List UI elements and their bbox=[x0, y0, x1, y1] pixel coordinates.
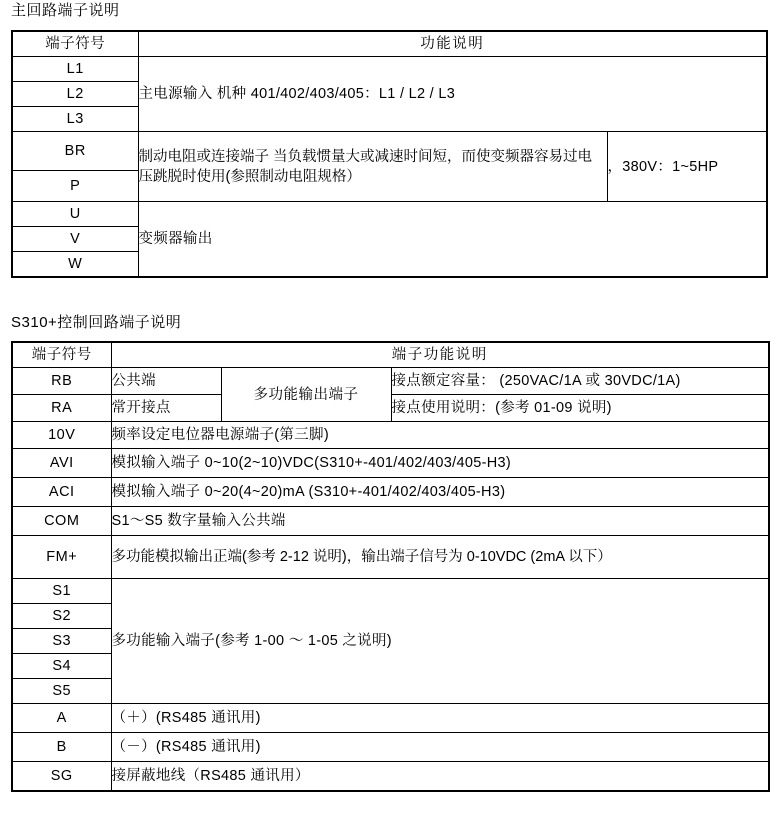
table-row bbox=[12, 733, 769, 762]
main-circuit-terminal-table bbox=[11, 30, 768, 278]
terminal-symbol-l3: L3 bbox=[12, 107, 138, 132]
table-row bbox=[12, 579, 769, 604]
terminal-symbol-10v: 10V bbox=[12, 422, 111, 449]
terminal-symbol-com: COM bbox=[12, 507, 111, 536]
table-row bbox=[12, 57, 767, 82]
terminal-symbol-a: A bbox=[12, 704, 111, 733]
terminal-symbol-b: B bbox=[12, 733, 111, 762]
terminal-symbol-avi: AVI bbox=[12, 449, 111, 478]
column-header-symbol: 端子符号 bbox=[12, 342, 111, 368]
terminal-symbol-sg: SG bbox=[12, 762, 111, 792]
table-row bbox=[12, 536, 769, 579]
terminal-desc-avi: 模拟输入端子 0~10(2~10)VDC(S310+-401/402/403/405-H3) bbox=[111, 449, 769, 478]
table-row bbox=[12, 395, 769, 422]
terminal-symbol-ra: RA bbox=[12, 395, 111, 422]
terminal-desc-sg: 接屏蔽地线（RS485 通讯用） bbox=[111, 762, 769, 792]
terminal-desc-fm-plus: 多功能模拟输出正端(参考 2-12 说明)，输出端子信号为 0-10VDC (2mA 以下） bbox=[111, 536, 769, 579]
control-circuit-terminal-table bbox=[11, 341, 770, 792]
terminal-desc-power-input: 主电源输入 机种 401/402/403/405：L1 / L2 / L3 bbox=[138, 57, 767, 132]
terminal-desc-com: S1～S5 数字量输入公共端 bbox=[111, 507, 769, 536]
terminal-desc-a: （＋）(RS485 通讯用) bbox=[111, 704, 769, 733]
table-row bbox=[12, 342, 769, 368]
table-row bbox=[12, 478, 769, 507]
column-header-function: 端子功能说明 bbox=[111, 342, 769, 368]
table-row bbox=[12, 422, 769, 449]
terminal-desc-aci: 模拟输入端子 0~20(4~20)mA (S310+-401/402/403/405-H3) bbox=[111, 478, 769, 507]
terminal-symbol-s1: S1 bbox=[12, 579, 111, 604]
column-header-symbol: 端子符号 bbox=[12, 31, 138, 57]
table-row bbox=[12, 449, 769, 478]
terminal-symbol-s2: S2 bbox=[12, 604, 111, 629]
terminal-desc-ra-no-contact: 常开接点 bbox=[111, 395, 221, 422]
terminal-symbol-s3: S3 bbox=[12, 629, 111, 654]
terminal-desc-multifunction-input: 多功能输入端子(参考 1-00 ～ 1-05 之说明) bbox=[111, 579, 769, 704]
terminal-desc-10v: 频率设定电位器电源端子(第三脚) bbox=[111, 422, 769, 449]
terminal-desc-contact-rating: 接点额定容量： (250VAC/1A 或 30VDC/1A) bbox=[391, 368, 769, 395]
terminal-symbol-br: BR bbox=[12, 132, 138, 171]
terminal-symbol-s4: S4 bbox=[12, 654, 111, 679]
terminal-symbol-w: W bbox=[12, 252, 138, 278]
terminal-symbol-fm-plus: FM+ bbox=[12, 536, 111, 579]
terminal-desc-inverter-output: 变频器输出 bbox=[138, 202, 767, 278]
terminal-desc-contact-usage: 接点使用说明：(参考 01-09 说明) bbox=[391, 395, 769, 422]
terminal-desc-brake-resistor: 制动电阻或连接端子 当负载惯量大或减速时间短，而使变频器容易过电压跳脱时使用(参照制动电阻规格） bbox=[138, 132, 607, 202]
main-circuit-section-title: 主回路端子说明 bbox=[11, 2, 120, 19]
table-row bbox=[12, 704, 769, 733]
column-header-function: 功能说明 bbox=[138, 31, 767, 57]
terminal-desc-b: （－）(RS485 通讯用) bbox=[111, 733, 769, 762]
table-row bbox=[12, 31, 767, 57]
terminal-symbol-v: V bbox=[12, 227, 138, 252]
table-row bbox=[12, 507, 769, 536]
control-circuit-section-title: S310+控制回路端子说明 bbox=[11, 314, 182, 331]
table-row bbox=[12, 762, 769, 792]
terminal-symbol-s5: S5 bbox=[12, 679, 111, 704]
terminal-desc-brake-spec: ，380V：1~5HP bbox=[607, 132, 767, 202]
terminal-symbol-p: P bbox=[12, 171, 138, 202]
terminal-symbol-u: U bbox=[12, 202, 138, 227]
table-row bbox=[12, 368, 769, 395]
terminal-symbol-l1: L1 bbox=[12, 57, 138, 82]
terminal-desc-multifunction-output: 多功能输出端子 bbox=[221, 368, 391, 422]
table-row bbox=[12, 202, 767, 227]
terminal-symbol-aci: ACI bbox=[12, 478, 111, 507]
terminal-desc-rb-common: 公共端 bbox=[111, 368, 221, 395]
terminal-symbol-rb: RB bbox=[12, 368, 111, 395]
terminal-symbol-l2: L2 bbox=[12, 82, 138, 107]
table-row bbox=[12, 132, 767, 171]
